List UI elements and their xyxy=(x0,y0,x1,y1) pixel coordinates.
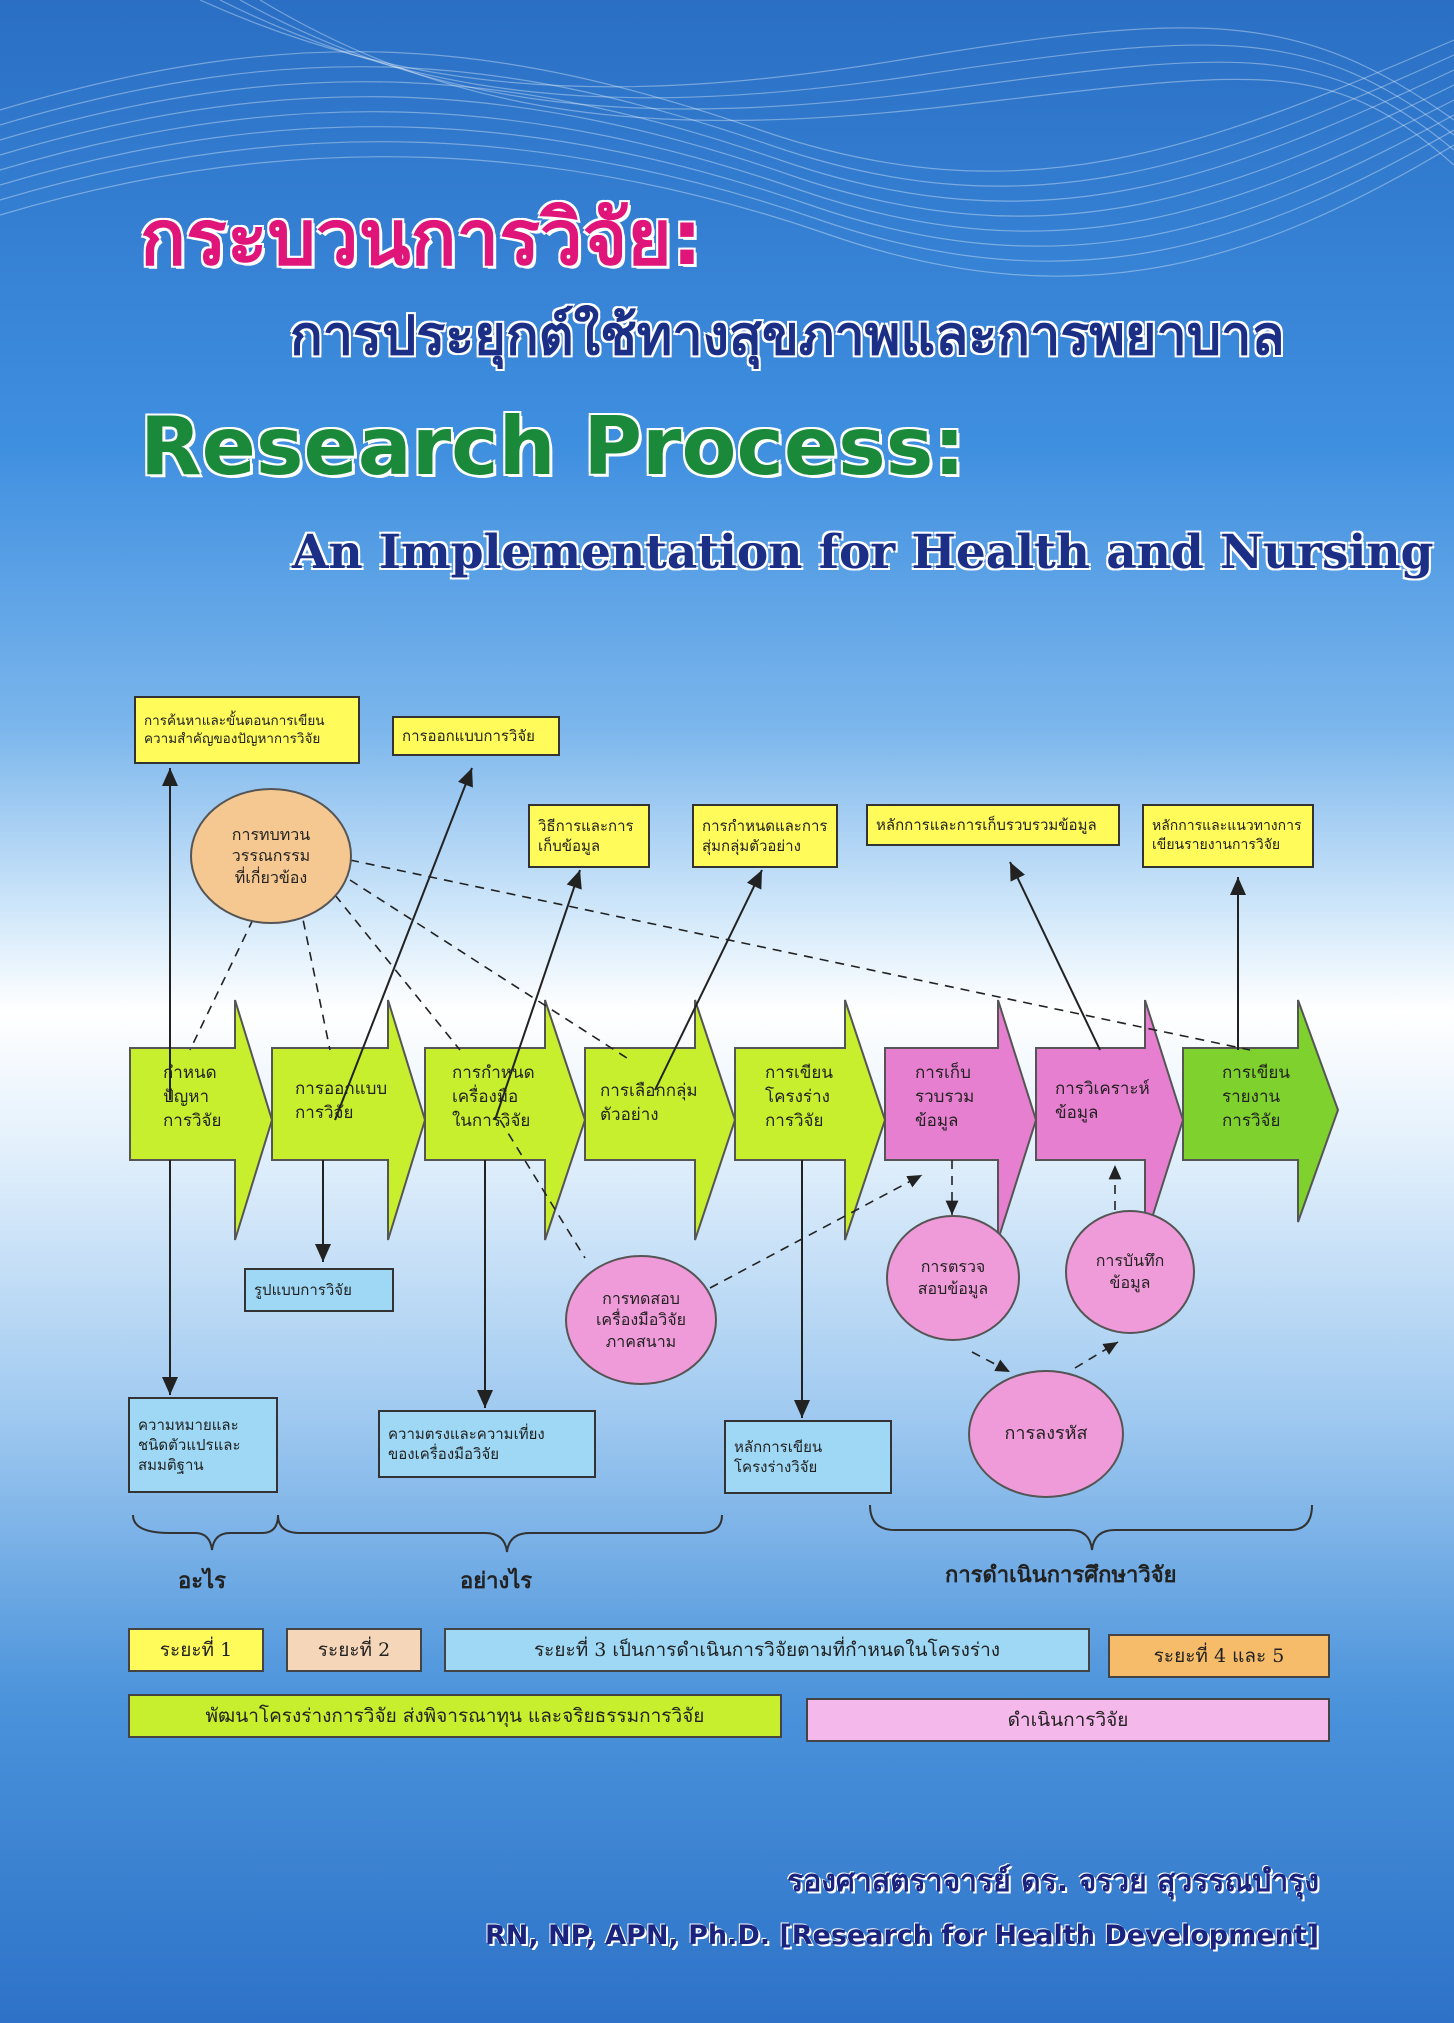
step-label-5: การเขียน โครงร่าง การวิจัย xyxy=(765,1063,833,1131)
step-label-7: การวิเคราะห์ ข้อมูล xyxy=(1055,1079,1150,1123)
box-validity-reliability: ความตรงและความเที่ยง ของเครื่องมือวิจัย xyxy=(378,1410,596,1478)
step-label-6: การเก็บ รวบรวม ข้อมูล xyxy=(915,1063,975,1131)
legend-phase-4-5: ระยะที่ 4 และ 5 xyxy=(1108,1634,1330,1678)
box-data-collection-principles: หลักการและการเก็บรวบรวมข้อมูล xyxy=(866,804,1120,846)
circle-pilot-test: การทดสอบ เครื่องมือวิจัย ภาคสนาม xyxy=(565,1255,717,1385)
brace-what xyxy=(133,1515,278,1550)
brace-conduct xyxy=(870,1505,1312,1550)
brace-label-conduct: การดำเนินการศึกษาวิจัย xyxy=(945,1563,1177,1588)
dashed-connector xyxy=(190,905,260,1050)
step-label-8: การเขียน รายงาน การวิจัย xyxy=(1222,1063,1290,1131)
title-english-subtitle: An Implementation for Health and Nursing xyxy=(292,525,1434,580)
box-research-type: รูปแบบการวิจัย xyxy=(244,1268,394,1312)
connector-line xyxy=(1010,862,1100,1050)
step-label-2: การออกแบบ การวิจัย xyxy=(295,1079,388,1123)
dashed-connector xyxy=(350,860,1250,1050)
author-credentials: RN, NP, APN, Ph.D. [Research for Health Development] xyxy=(485,1920,1319,1951)
brace-label-how: อย่างไร xyxy=(460,1569,533,1594)
legend-phase-2: ระยะที่ 2 xyxy=(286,1628,422,1672)
dashed-connector xyxy=(972,1352,1010,1372)
legend-phase-1: ระยะที่ 1 xyxy=(128,1628,264,1672)
title-english-main: Research Process: xyxy=(140,400,966,493)
box-variables-hypothesis: ความหมายและ ชนิดตัวแปรและ สมมติฐาน xyxy=(128,1397,278,1493)
box-report-writing-principles: หลักการและแนวทางการ เขียนรายงานการวิจัย xyxy=(1142,804,1314,868)
box-sampling: การกำหนดและการ สุ่มกลุ่มตัวอย่าง xyxy=(692,804,838,868)
dashed-connector xyxy=(335,895,460,1050)
legend-develop-proposal: พัฒนาโครงร่างการวิจัย ส่งพิจารณาทุน และจริยธรรมการวิจัย xyxy=(128,1694,782,1738)
box-problem-significance: การค้นหาและขั้นตอนการเขียน ความสำคัญของปัญหาการวิจัย xyxy=(134,696,360,764)
dashed-connector xyxy=(300,905,330,1050)
circle-coding: การลงรหัส xyxy=(968,1370,1124,1498)
box-proposal-writing-principles: หลักการเขียน โครงร่างวิจัย xyxy=(724,1420,892,1494)
dashed-connector xyxy=(1075,1342,1118,1368)
title-thai-subtitle: การประยุกต์ใช้ทางสุขภาพและการพยาบาล xyxy=(290,304,1285,367)
brace-label-what: อะไร xyxy=(178,1569,226,1594)
circle-data-check: การตรวจ สอบข้อมูล xyxy=(886,1215,1020,1341)
legend-phase-3: ระยะที่ 3 เป็นการดำเนินการวิจัยตามที่กำหนดในโครงร่าง xyxy=(444,1628,1090,1672)
title-thai-main: กระบวนการวิจัย: xyxy=(140,193,703,282)
circle-data-record: การบันทึก ข้อมูล xyxy=(1065,1210,1195,1334)
circle-literature-review: การทบทวน วรรณกรรม ที่เกี่ยวข้อง xyxy=(190,788,352,924)
box-data-collection-method: วิธีการและการ เก็บข้อมูล xyxy=(528,804,650,868)
step-label-3: การกำหนด เครื่องมือ ในการวิจัย xyxy=(452,1063,535,1131)
step-label-1: กำหนด ปัญหา การวิจัย xyxy=(163,1063,222,1131)
brace-how xyxy=(278,1515,722,1552)
author-name: รองศาสตราจารย์ ดร. จรวย สุวรรณบำรุง xyxy=(787,1864,1319,1899)
legend-conduct-research: ดำเนินการวิจัย xyxy=(806,1698,1330,1742)
step-label-4: การเลือกกลุ่ม ตัวอย่าง xyxy=(600,1081,698,1125)
box-research-design: การออกแบบการวิจัย xyxy=(392,716,560,756)
